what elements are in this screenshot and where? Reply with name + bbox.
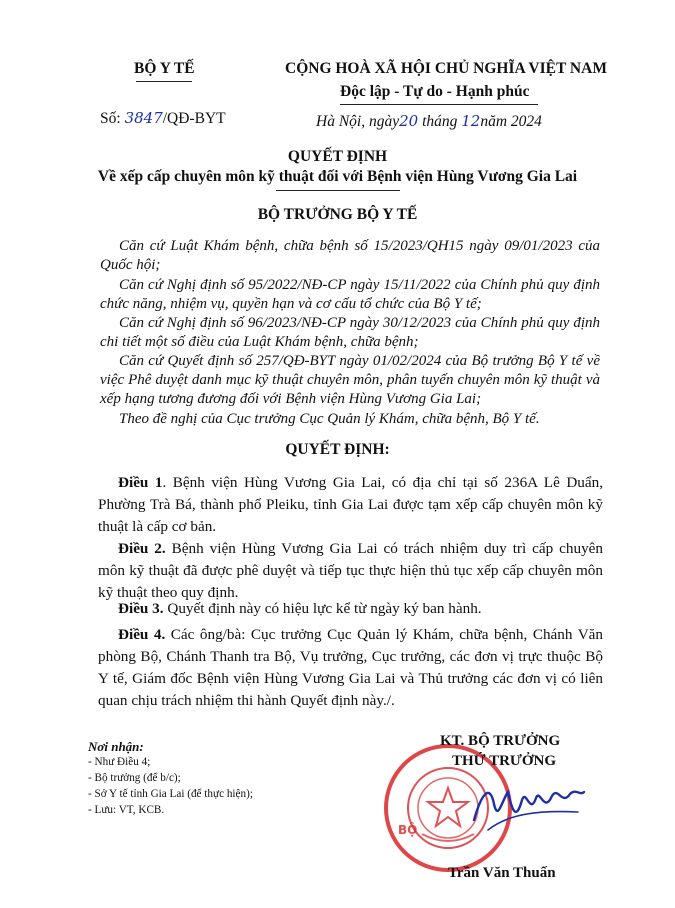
- seal-ring-text: BỘ: [398, 823, 418, 837]
- legal-basis-2: Căn cứ Nghị định số 95/2022/NĐ-CP ngày 15/11/2022 của Chính phủ quy định chức năng, nhiệm vụ, quyền hạn và cơ cấu tổ chức của Bộ Y tế;: [100, 277, 600, 312]
- signature-title-line1: KT. BỘ TRƯỞNG: [440, 733, 561, 749]
- article-2-text: Bệnh viện Hùng Vương Gia Lai có trách nhiệm duy trì cấp chuyên môn kỹ thuật đã được phê duyệt và tiếp tục thực hiện thủ tục xếp cấp chuyên môn kỹ thuật theo quy định.: [98, 540, 604, 601]
- article-2-label: Điều 2.: [118, 540, 166, 557]
- article-1-label: Điều 1: [118, 474, 163, 491]
- document-number-handwritten: 3847: [124, 109, 163, 127]
- recipient-item: - Bộ trưởng (để b/c);: [88, 772, 181, 784]
- document-number: [100, 109, 226, 128]
- article-1-sep: .: [162, 474, 167, 491]
- article-1: [98, 472, 603, 538]
- date-prefix: Hà Nội, ngày: [316, 113, 400, 130]
- handwritten-signature-icon: [468, 770, 588, 840]
- recipient-item: - Lưu: VT, KCB.: [88, 804, 165, 816]
- legal-basis-3: Căn cứ Nghị định số 96/2023/NĐ-CP ngày 30/12/2023 của Chính phủ quy định chi tiết một số điều của Luật Khám bệnh, chữa bệnh;: [100, 315, 600, 350]
- article-1-text: Bệnh viện Hùng Vương Gia Lai, có địa chỉ tại số 236A Lê Duẩn, Phường Trà Bá, thành phố Pleiku, tỉnh Gia Lai được tạm xếp cấp chuyên môn kỹ thuật là cấp cơ bản.: [98, 474, 604, 535]
- article-4: [98, 624, 603, 712]
- date-day: 20: [399, 112, 419, 130]
- document-number-prefix: Số:: [100, 110, 121, 127]
- article-4-label: Điều 4.: [118, 626, 166, 643]
- document-date: [316, 112, 542, 131]
- legal-basis-4: Căn cứ Quyết định số 257/QĐ-BYT ngày 01/02/2024 của Bộ trưởng Bộ Y tế về việc Phê duyệt danh mục kỹ thuật chuyên môn, phân tuyến chuyên môn kỹ thuật và xếp hạng tương đương đối với Bệnh viện Hùng Vương Gia Lai;: [100, 353, 600, 407]
- signature-title-line2: THỨ TRƯỞNG: [452, 753, 557, 769]
- nation-motto: Độc lập - Tự do - Hạnh phúc: [340, 83, 530, 100]
- article-3-label: Điều 3.: [118, 600, 164, 617]
- recipient-item: - Như Điều 4;: [88, 756, 151, 768]
- recipients-heading: Nơi nhận:: [88, 739, 144, 754]
- article-2: [98, 538, 603, 604]
- decision-subject: Về xếp cấp chuyên môn kỹ thuật đối với Bệnh viện Hùng Vương Gia Lai: [97, 168, 578, 185]
- subject-underline: [276, 190, 400, 191]
- article-4-text: Các ông/bà: Cục trưởng Cục Quản lý Khám, chữa bệnh, Chánh Văn phòng Bộ, Chánh Thanh tra Bộ, Vụ trưởng, Cục trưởng, các đơn vị trực thuộc Bộ Y tế, Giám đốc Bệnh viện Hùng Vương Gia Lai và Thủ trưởng các đơn vị có liên quan chịu trách nhiệm thi hành Quyết định này./.: [98, 626, 603, 709]
- date-month: 12: [461, 112, 481, 130]
- legal-basis-5: Theo đề nghị của Cục trưởng Cục Quản lý Khám, chữa bệnh, Bộ Y tế.: [119, 411, 540, 427]
- article-3: [98, 598, 603, 620]
- agency-name: BỘ Y TẾ: [134, 60, 195, 77]
- legal-basis-1: Căn cứ Luật Khám bệnh, chữa bệnh số 15/2023/QH15 ngày 09/01/2023 của Quốc hội;: [100, 238, 600, 273]
- nation-title: CỘNG HOÀ XÃ HỘI CHỦ NGHĨA VIỆT NAM: [285, 60, 607, 77]
- date-year: năm 2024: [480, 113, 542, 130]
- decision-title: QUYẾT ĐỊNH: [287, 148, 388, 165]
- document-number-suffix: /QĐ-BYT: [162, 110, 226, 127]
- article-3-text: Quyết định này có hiệu lực kể từ ngày ký ban hành.: [167, 600, 482, 617]
- date-month-label: tháng: [422, 113, 458, 130]
- recipient-item: - Sở Y tế tỉnh Gia Lai (để thực hiện);: [88, 788, 253, 800]
- agency-underline: [136, 81, 192, 82]
- signer-name: Trần Văn Thuấn: [448, 865, 556, 881]
- issuer-title: BỘ TRƯỞNG BỘ Y TẾ: [257, 206, 418, 223]
- motto-underline: [340, 104, 538, 105]
- decision-heading: QUYẾT ĐỊNH:: [285, 441, 390, 458]
